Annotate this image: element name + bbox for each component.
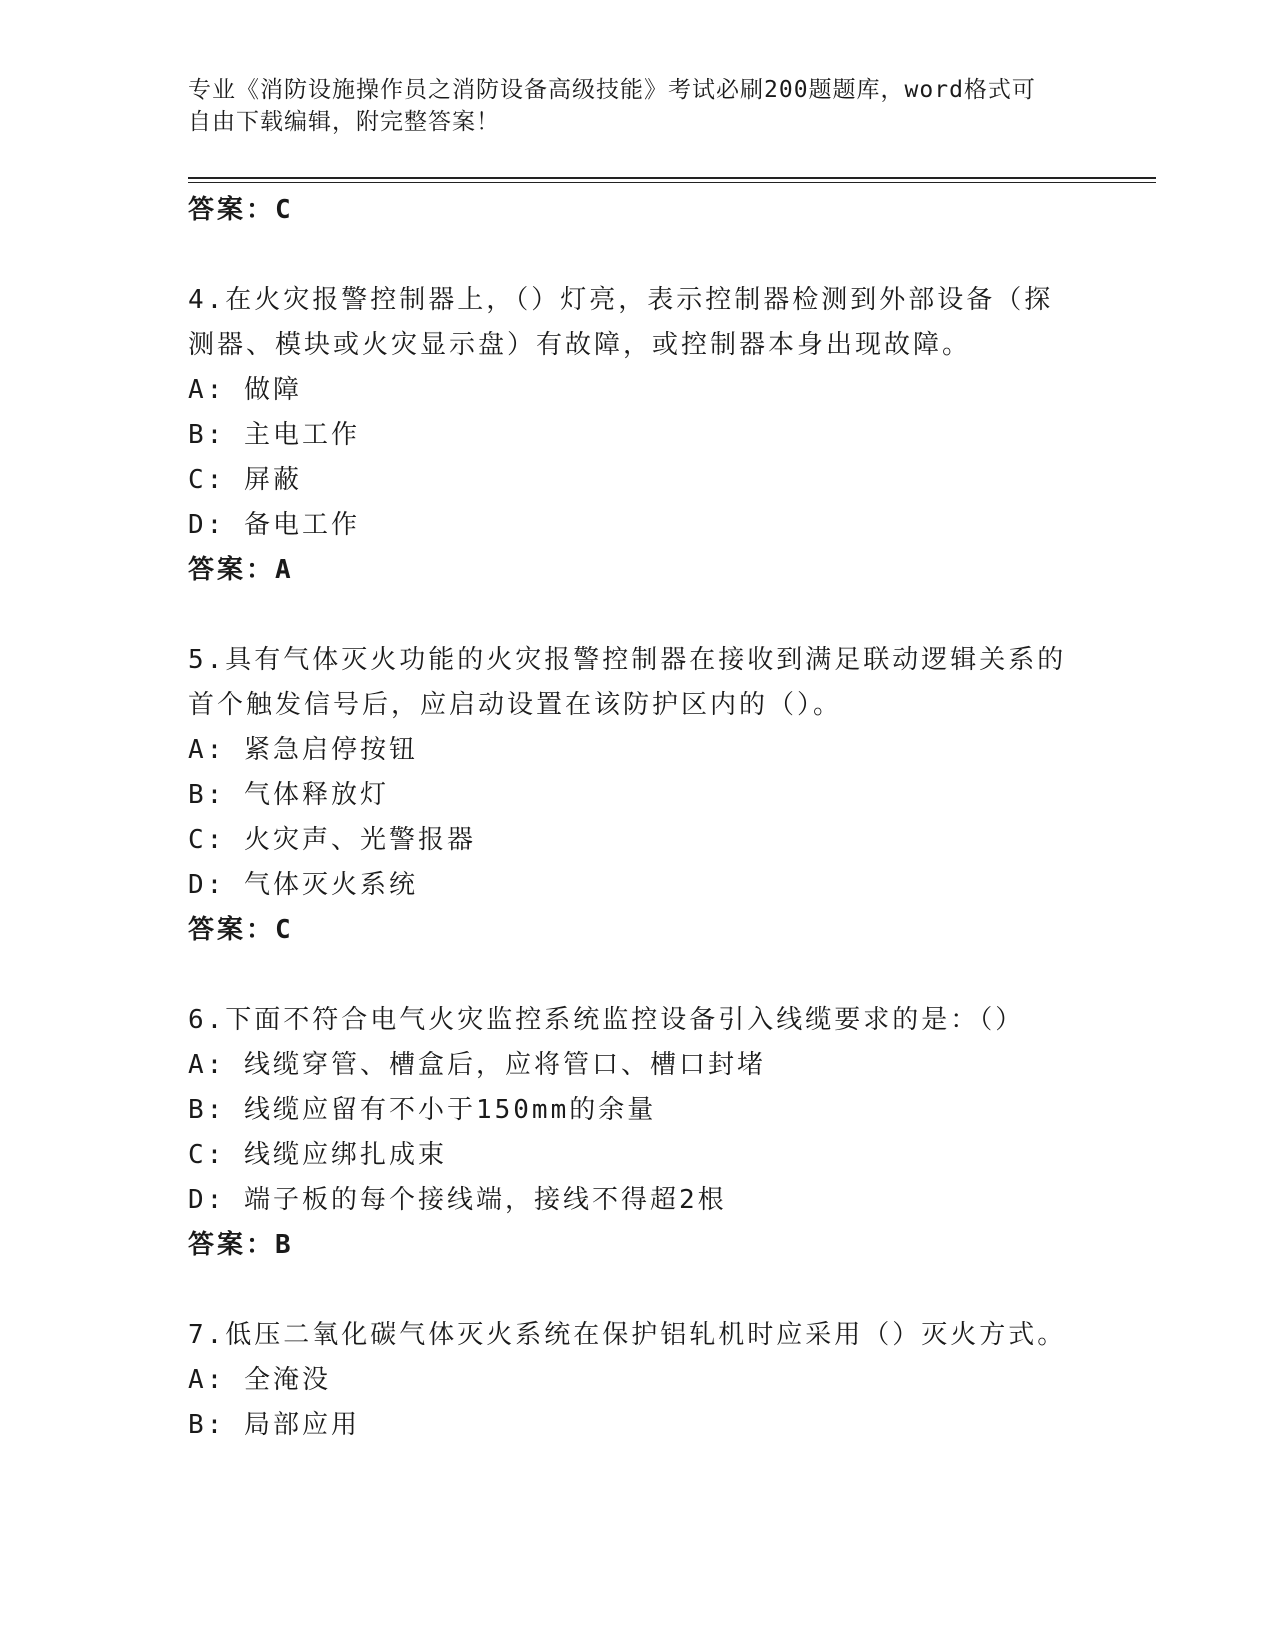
question-stem: 测器、模块或火灾显示盘）有故障，或控制器本身出现故障。 [188, 330, 972, 360]
question-4 [188, 278, 1068, 593]
question-5 [188, 638, 1068, 953]
spacer [188, 953, 1068, 998]
question-6 [188, 998, 1068, 1268]
option-d: D: 气体灭火系统 [188, 870, 418, 900]
spacer [188, 233, 1068, 278]
option-b: B: 局部应用 [188, 1410, 360, 1440]
option-a: A: 线缆穿管、槽盒后，应将管口、槽口封堵 [188, 1050, 766, 1080]
document-header [188, 74, 1068, 138]
question-stem: 4.在火灾报警控制器上，（）灯亮，表示控制器检测到外部设备（探 [188, 285, 1054, 315]
header-line-1: 专业《消防设施操作员之消防设备高级技能》考试必刷200题题库，word格式可 [188, 77, 1036, 103]
header-divider-thin [188, 182, 1156, 183]
option-c: C: 屏蔽 [188, 465, 302, 495]
option-d: D: 备电工作 [188, 510, 360, 540]
header-divider-thick [188, 177, 1156, 179]
question-stem: 5.具有气体灭火功能的火灾报警控制器在接收到满足联动逻辑关系的 [188, 645, 1067, 675]
question-list [188, 188, 1068, 1448]
question-stem: 首个触发信号后，应启动设置在该防护区内的（）。 [188, 690, 843, 720]
spacer [188, 593, 1068, 638]
answer: 答案：A [188, 555, 294, 585]
option-b: B: 主电工作 [188, 420, 360, 450]
spacer [188, 1268, 1068, 1313]
option-d: D: 端子板的每个接线端，接线不得超2根 [188, 1185, 727, 1215]
question-stem: 6.下面不符合电气火灾监控系统监控设备引入线缆要求的是：（） [188, 1005, 1025, 1035]
answer: 答案：B [188, 1230, 294, 1260]
option-a: A: 紧急启停按钮 [188, 735, 418, 765]
question-7 [188, 1313, 1068, 1448]
option-a: A: 全淹没 [188, 1365, 331, 1395]
option-b: B: 气体释放灯 [188, 780, 389, 810]
answer-prev: 答案：C [188, 195, 294, 225]
option-c: C: 火灾声、光警报器 [188, 825, 476, 855]
header-line-2: 自由下载编辑，附完整答案！ [188, 109, 500, 135]
question-stem: 7.低压二氧化碳气体灭火系统在保护铝轧机时应采用（）灭火方式。 [188, 1320, 1067, 1350]
option-a: A: 做障 [188, 375, 302, 405]
option-c: C: 线缆应绑扎成束 [188, 1140, 447, 1170]
option-b: B: 线缆应留有不小于150mm的余量 [188, 1095, 657, 1125]
answer: 答案：C [188, 915, 294, 945]
